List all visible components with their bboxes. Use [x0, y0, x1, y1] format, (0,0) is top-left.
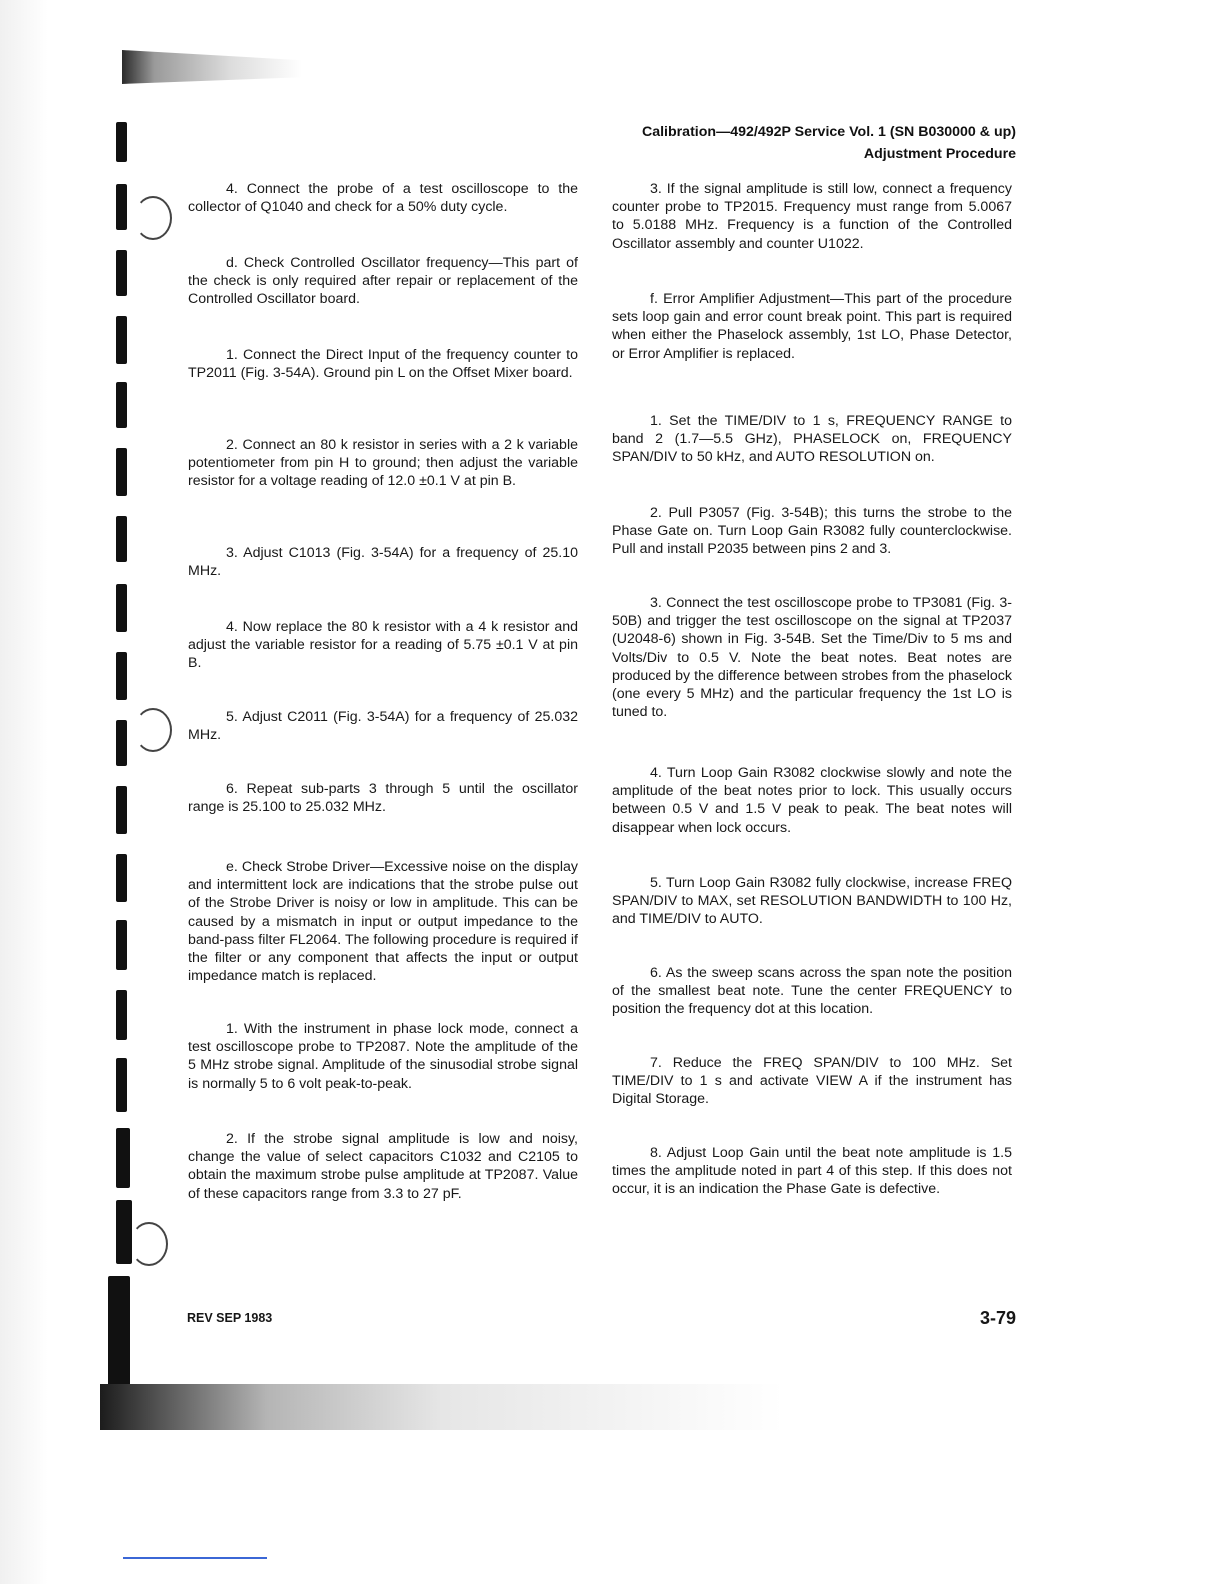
paragraph: 6. Repeat sub-parts 3 through 5 until the oscillator range is 25.100 to 25.032 MHz.	[188, 781, 578, 816]
paragraph: 1. Set the TIME/DIV to 1 s, FREQUENCY RANGE to band 2 (1.7—5.5 GHz), PHASELOCK on, FREQUENCY SPAN/DIV to 50 kHz, and AUTO RESOLUTION on.	[612, 413, 1012, 466]
paragraph: 4. Turn Loop Gain R3082 clockwise slowly and note the amplitude of the beat notes prior to lock. This usually occurs between 0.5 V and 1.5 V peak to peak. The beat notes will disappear when lock occurs.	[612, 765, 1012, 836]
section-heading-d: d. Check Controlled Oscillator frequency—This part of the check is only required after repair or replacement of the Controlled Oscillator board.	[188, 255, 578, 308]
scan-artifact-line	[123, 1557, 267, 1559]
paragraph: 8. Adjust Loop Gain until the beat note amplitude is 1.5 times the amplitude noted in part 4 of this step. If this does not occur, it is an indication the Phase Gate is defective.	[612, 1145, 1012, 1198]
paragraph: 1. Connect the Direct Input of the frequency counter to TP2011 (Fig. 3-54A). Ground pin L on the Offset Mixer board.	[188, 347, 578, 382]
paragraph: 3. Connect the test oscilloscope probe to TP3081 (Fig. 3-50B) and trigger the test oscilloscope on the signal at TP2037 (U2048-6) shown in Fig. 3-54B. Set the Time/Div to 5 ms and Volts/Div to 0.5 V. Note the beat notes. Beat notes are produced by the difference between strobes from the phaselock (one every 5 MHz) and the particular frequency the 1st LO is tuned to.	[612, 595, 1012, 721]
page-header	[642, 121, 1016, 165]
paragraph: 5. Turn Loop Gain R3082 fully clockwise, increase FREQ SPAN/DIV to MAX, set RESOLUTION BANDWIDTH to 100 Hz, and TIME/DIV to AUTO.	[612, 875, 1012, 928]
scan-smudge-top	[122, 50, 302, 84]
paragraph: 2. Pull P3057 (Fig. 3-54B); this turns the strobe to the Phase Gate on. Turn Loop Gain R3082 fully counterclockwise. Pull and install P2035 between pins 2 and 3.	[612, 505, 1012, 558]
revision-date: REV SEP 1983	[187, 1311, 273, 1325]
header-subtitle: Adjustment Procedure	[863, 146, 1016, 162]
paragraph: 4. Connect the probe of a test oscilloscope to the collector of Q1040 and check for a 50% duty cycle.	[188, 181, 578, 216]
section-heading-e: e. Check Strobe Driver—Excessive noise on the display and intermittent lock are indications that the strobe pulse out of the Strobe Driver is noisy or low in amplitude. This can be caused by a mismatch in input or output impedance to the band-pass filter FL2064. The following procedure is required if the filter or any component that affects the input or output impedance match is replaced.	[188, 859, 578, 985]
paragraph: 3. If the signal amplitude is still low, connect a frequency counter probe to TP2015. Frequency must range from 5.0067 to 5.0188 MHz. Frequency is a function of the Controlled Oscillator assembly and counter U1022.	[612, 181, 1012, 252]
section-heading-f: f. Error Amplifier Adjustment—This part of the procedure sets loop gain and error count break point. This part is required when either the Phaselock assembly, 1st LO, Phase Detector, or Error Amplifier is replaced.	[612, 291, 1012, 362]
paragraph: 1. With the instrument in phase lock mode, connect a test oscilloscope probe to TP2087. Note the amplitude of the 5 MHz strobe signal. Amplitude of the sinusodial strobe signal is normally 5 to 6 volt peak-to-peak.	[188, 1021, 578, 1092]
paragraph: 6. As the sweep scans across the span note the position of the smallest beat note. Tune the center FREQUENCY to position the frequency dot at this location.	[612, 965, 1012, 1018]
page-number: 3-79	[979, 1308, 1016, 1328]
scan-smudge-bottom	[100, 1384, 860, 1430]
paragraph: 5. Adjust C2011 (Fig. 3-54A) for a frequency of 25.032 MHz.	[188, 709, 578, 744]
paragraph: 3. Adjust C1013 (Fig. 3-54A) for a frequency of 25.10 MHz.	[188, 545, 578, 580]
paragraph: 4. Now replace the 80 k resistor with a 4 k resistor and adjust the variable resistor for a reading of 5.75 ±0.1 V at pin B.	[188, 619, 578, 672]
header-title: Calibration—492/492P Service Vol. 1 (SN B030000 & up)	[641, 124, 1016, 140]
paragraph: 2. Connect an 80 k resistor in series with a 2 k variable potentiometer from pin H to ground; then adjust the variable resistor for a voltage reading of 12.0 ±0.1 V at pin B.	[188, 437, 578, 490]
binding-ring-hole	[134, 708, 172, 752]
paragraph: 2. If the strobe signal amplitude is low and noisy, change the value of select capacitors C1032 and C2105 to obtain the maximum strobe pulse amplitude at TP2087. Value of these capacitors range from 3.3 to 27 pF.	[188, 1131, 578, 1202]
binding-ring-hole	[134, 196, 172, 240]
paragraph: 7. Reduce the FREQ SPAN/DIV to 100 MHz. Set TIME/DIV to 1 s and activate VIEW A if the instrument has Digital Storage.	[612, 1055, 1012, 1108]
scan-edge-shade	[0, 0, 48, 1584]
binding-ring-hole	[130, 1222, 168, 1266]
